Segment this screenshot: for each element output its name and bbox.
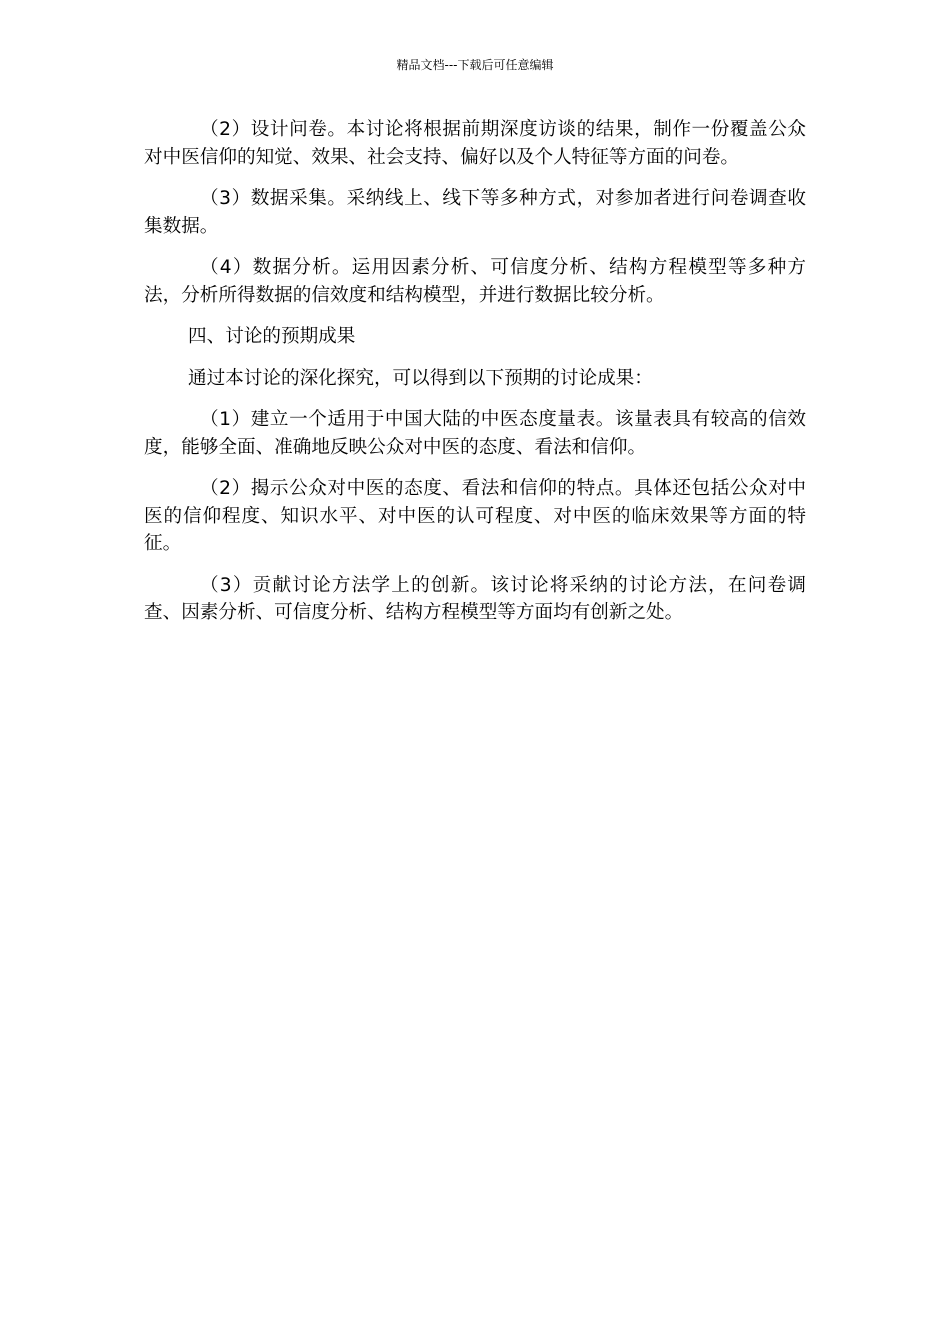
section-heading-expected-results: 四、讨论的预期成果 <box>188 326 356 347</box>
paragraph-data-analysis: （4）数据分析。运用因素分析、可信度分析、结构方程模型等多种方法，分析所得数据的信效度和结构模型，并进行数据比较分析。 <box>144 257 806 306</box>
paragraph-result-innovation: （3）贡献讨论方法学上的创新。该讨论将采纳的讨论方法，在问卷调查、因素分析、可信度分析、结构方程模型等方面均有创新之处。 <box>144 574 806 623</box>
paragraph-data-collection: （3）数据采集。采纳线上、线下等多种方式，对参加者进行问卷调查收集数据。 <box>144 188 806 237</box>
document-body <box>144 116 806 641</box>
paragraph-intro-results: 通过本讨论的深化探究，可以得到以下预期的讨论成果： <box>188 367 653 389</box>
page-header: 精品文档---下载后可任意编辑 <box>396 58 554 72</box>
paragraph-result-scale: （1）建立一个适用于中国大陆的中医态度量表。该量表具有较高的信效度，能够全面、准确地反映公众对中医的态度、看法和信仰。 <box>144 409 806 458</box>
paragraph-design-questionnaire: （2）设计问卷。本讨论将根据前期深度访谈的结果，制作一份覆盖公众对中医信仰的知觉、效果、社会支持、偏好以及个人特征等方面的问卷。 <box>144 119 806 168</box>
paragraph-result-characteristics: （2）揭示公众对中医的态度、看法和信仰的特点。具体还包括公众对中医的信仰程度、知识水平、对中医的认可程度、对中医的临床效果等方面的特征。 <box>144 478 806 554</box>
